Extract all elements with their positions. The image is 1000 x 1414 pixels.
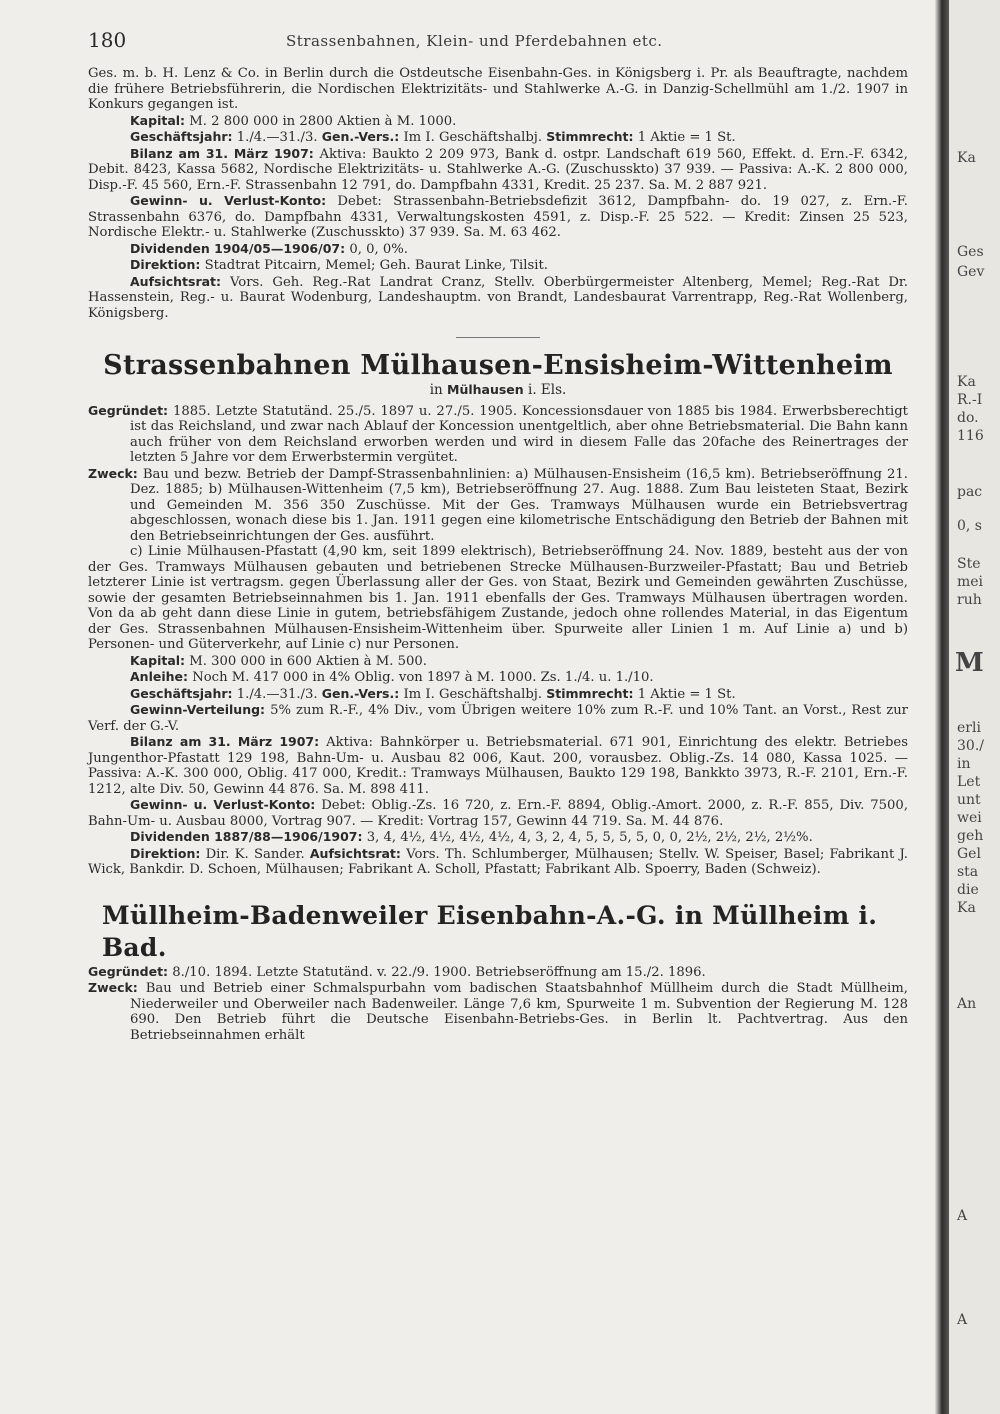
zweck-line-c: c) Linie Mülhausen-Pfastatt (4,90 km, seit 1899 elektrisch), Betriebseröffnung 24. Nov. 1889, besteht aus der von der Ges. Tramways Mülhausen gebauten und betriebenen Strecke Mülhausen-Burzweiler-Pfastatt; Bau und Betrieb letzterer Linie ist vertragsm. gegen Überlassung aller der Ges. von Staat, Bezirk und Gemeinden gewährten Zuschüsse, sowie der gesamten Betriebseinnahmen bis 1. Jan. 1911 ebenfalls der Ges. Tramways Mülhausen übertragen worden. Von da ab geht dann diese Linie in gutem, betriebsfähigem Zustande, jedoch ohne rollendes Material, in das Eigentum der Ges. Strassenbahnen Mülhausen-Ensisheim-Wittenheim über. Spurweite aller Linien 1 m. Auf Linie a) und b) Personen- und Güterverkehr, auf Linie c) nur Personen. xyxy=(88,544,908,652)
zweck-entry: Zweck: Bau und bezw. Betrieb der Dampf-Strassenbahnlinien: a) Mülhausen-Ensisheim (16,5 km). Betriebseröffnung 21. Dez. 1885; b) Mülhausen-Wittenheim (7,5 km), Betriebseröffnung 27. Aug. 1888. Zum Bau leisteten Staat, Bezirk und Gemeinden M. 356 350 Zuschüsse. Mit der Ges. Tramways Mülhausen wurde ein Betriebsvertrag abgeschlossen, wonach diese bis 1. Jan. 1911 gegen eine kilometrische Entschädigung den Betrieb der Bahnen mit den Betriebseinrichtungen der Ges. ausführt. xyxy=(88,465,908,544)
adjacent-fragment: Ka xyxy=(957,374,976,390)
direktion-aufsichtsrat-entry: Direktion: Dir. K. Sander. Aufsichtsrat: Vors. Th. Schlumberger, Mülhausen; Stellv. W. Speiser, Basel; Fabrikant J. Wick, Bankdir. D. Schoen, Mülhausen; Fabrikant A. Scholl, Pfastatt; Fabrikant Alb. Spoerry, Baden (Schweiz). xyxy=(88,845,908,877)
page-content xyxy=(88,66,908,1043)
kapital-entry: Kapital: M. 2 800 000 in 2800 Aktien à M. 1000. xyxy=(130,112,457,129)
adjacent-fragment: Gel xyxy=(957,846,981,862)
adjacent-fragment: A xyxy=(957,1208,968,1224)
adjacent-fragment: ruh xyxy=(957,592,982,608)
adjacent-fragment: M xyxy=(955,648,984,678)
adjacent-fragment: Let xyxy=(957,774,981,790)
guv-entry: Gewinn- u. Verlust-Konto: Debet: Oblig.-Zs. 16 720, z. Ern.-F. 8894, Oblig.-Amort. 2000, z. R.-F. 855, Div. 7500, Bahn-Um- u. Ausbau 8000, Vortrag 907. — Kredit: Vortrag 157, Gewinn 44 719. Sa. M. 44 876. xyxy=(88,797,909,829)
page-header xyxy=(88,28,918,58)
adjacent-fragment: sta xyxy=(957,864,979,880)
company-title: Müllheim-Badenweiler Eisenbahn-A.-G. in Müllheim i. Bad. xyxy=(102,900,878,962)
adjacent-fragment: R.-I xyxy=(957,392,983,408)
book-gutter xyxy=(935,0,949,1414)
adjacent-fragment: 0, s xyxy=(957,518,982,534)
gewinn-verteilung-entry: Gewinn-Verteilung: 5% zum R.-F., 4% Div., vom Übrigen weitere 10% zum R.-F. und 10% Tant. an Vorst., Rest zur Verf. der G.-V. xyxy=(88,702,908,734)
adjacent-fragment: Ka xyxy=(957,150,976,166)
dividenden-entry: Dividenden 1904/05—1906/07: 0, 0, 0%. xyxy=(130,240,408,257)
kapital-entry: Kapital: M. 300 000 in 600 Aktien à M. 500. xyxy=(130,652,427,669)
section-spacer xyxy=(88,878,908,898)
adjacent-fragment: geh xyxy=(957,828,984,844)
adjacent-fragment: A xyxy=(957,1312,968,1328)
direktion-entry: Direktion: Stadtrat Pitcairn, Memel; Geh. Baurat Linke, Tilsit. xyxy=(130,257,548,273)
aufsichtsrat-entry: Aufsichtsrat: Vors. Geh. Reg.-Rat Landrat Cranz, Stellv. Oberbürgermeister Altenberg, Memel; Reg.-Rat Dr. Hassenstein, Reg.- u. Baurat Wodenburg, Landeshauptm. von Brandt, Landesbaurat Varrentrapp, Reg.-Rat Wollenberg, Königsberg. xyxy=(88,273,908,321)
company-location: in Mülhausen i. Els. xyxy=(429,382,567,398)
adjacent-fragment: mei xyxy=(957,574,984,590)
geschaeftsjahr-entry: Geschäftsjahr: 1./4.—31./3. Gen.-Vers.: Im I. Geschäftshalbj. Stimmrecht: 1 Aktie = 1 St. xyxy=(130,685,736,702)
section-muelhausen xyxy=(88,350,908,878)
adjacent-fragment: in xyxy=(957,756,971,772)
dividenden-entry: Dividenden 1887/88—1906/1907: 3, 4, 4½, 4½, 4½, 4½, 4, 3, 2, 4, 5, 5, 5, 5, 0, 0, 2½, 2½, 2½, 2½%. xyxy=(130,829,813,845)
section-muellheim xyxy=(88,900,908,1044)
guv-entry: Gewinn- u. Verlust-Konto: Debet: Strassenbahn-Betriebsdefizit 3612, Dampfbahn- do. 19 027, z. Ern.-F. Strassenbahn 6376, do. Dampfbahn 4331, Verwaltungskosten 4591, z. Disp.-F. 25 522. — Kredit: Zinsen 25 523, Nordische Elektr.- u. Stahlwerke (Zuschusskto) 37 939. Sa. M. 63 462. xyxy=(88,193,908,240)
adjacent-fragment: Ka xyxy=(957,900,976,916)
adjacent-fragment: Ste xyxy=(957,556,981,572)
page-number: 180 xyxy=(88,28,127,52)
bilanz-entry: Bilanz am 31. März 1907: Aktiva: Bahnkörper u. Betriebsmaterial. 671 901, Einrichtung des elektr. Betriebes Jungenthor-Pfastatt 129 198, Bahn-Um- u. Ausbau 82 006, Kaut. 200, vorausbez. Oblig.-Zs. 14 080, Kassa 1025. — Passiva: A.-K. 300 000, Oblig. 417 000, Kredit.: Tramways Mülhausen, Baukto 129 198, Bankkto 3973, R.-F. 2101, Ern.-F. 1212, alte Div. 50, Gewinn 44 876. Sa. M. 898 411. xyxy=(88,734,908,797)
adjacent-fragment: do. xyxy=(957,410,979,426)
section-divider xyxy=(456,337,540,338)
adjacent-fragment: unt xyxy=(957,792,981,808)
company-title: Strassenbahnen Mülhausen-Ensisheim-Wittenheim xyxy=(103,350,893,381)
gegruendet-entry: Gegründet: 8./10. 1894. Letzte Statutänd. v. 22./9. 1900. Betriebseröffnung am 15./2. 1896. xyxy=(88,963,706,980)
adjacent-fragment: pac xyxy=(957,484,983,500)
intro-paragraph: Ges. m. b. H. Lenz & Co. in Berlin durch die Ostdeutsche Eisenbahn-Ges. in Königsberg i. Pr. als Beauftragte, nachdem die frühere Betriebsführerin, die Nordischen Elektrizitäts- und Stahlwerke A.-G. in Danzig-Schellmühl am 1./2. 1907 in Konkurs gegangen ist. xyxy=(88,66,908,112)
geschaeftsjahr-entry: Geschäftsjahr: 1./4.—31./3. Gen.-Vers.: Im I. Geschäftshalbj. Stimmrecht: 1 Aktie = 1 St. xyxy=(130,129,736,145)
gegruendet-entry: Gegründet: 1885. Letzte Statutänd. 25./5. 1897 u. 27./5. 1905. Koncessionsdauer von 1885 bis 1984. Erwerbsberechtigt ist das Reichsland, und zwar nach Ablauf der Koncession unentgeltlich, aber ohne Betriebsmaterial. Die Bahn kann auch früher von dem Reichsland erworben werden und wird in diesem Falle das 20fache des Reinertrages der letzten 5 Jahre vor dem Erwerbstermin vergütet. xyxy=(88,402,908,465)
section-continuation xyxy=(88,66,908,321)
adjacent-fragment: erli xyxy=(957,720,981,736)
adjacent-fragment: Ges xyxy=(957,244,984,260)
running-title: Strassenbahnen, Klein- und Pferdebahnen etc. xyxy=(286,32,663,50)
adjacent-fragment: Gev xyxy=(957,264,985,280)
adjacent-page-strip xyxy=(949,0,1000,1414)
adjacent-fragment: An xyxy=(957,996,977,1012)
anleihe-entry: Anleihe: Noch M. 417 000 in 4% Oblig. von 1897 à M. 1000. Zs. 1./4. u. 1./10. xyxy=(130,669,654,685)
zweck-entry: Zweck: Bau und Betrieb einer Schmalspurbahn vom badischen Staatsbahnhof Müllheim durch die Stadt Müllheim, Niederweiler und Oberweiler nach Badenweiler. Länge 7,6 km, Spurweite 1 m. Subvention der Regierung M. 128 690. Den Betrieb führt die Deutsche Eisenbahn-Betriebs-Ges. in Berlin lt. Pachtvertrag. Aus den Betriebseinnahmen erhält xyxy=(88,980,908,1043)
adjacent-fragment: 116 xyxy=(957,428,984,444)
adjacent-fragment: wei xyxy=(957,810,982,826)
adjacent-fragment: die xyxy=(957,882,979,898)
bilanz-entry: Bilanz am 31. März 1907: Aktiva: Baukto 2 209 973, Bank d. ostpr. Landschaft 619 560, Effekt. d. Ern.-F. 6342, Debit. 8423, Kassa 5682, Nordische Elektrizitäts- u. Stahlwerke A.-G. (Zuschusskto) 37 939. — Passiva: A.-K. 2 800 000, Disp.-F. 45 560, Ern.-F. Strassenbahn 12 791, do. Dampfbahn 4331, Kredit. 25 237. Sa. M. 2 887 921. xyxy=(88,145,908,193)
adjacent-fragment: 30./ xyxy=(957,738,984,754)
